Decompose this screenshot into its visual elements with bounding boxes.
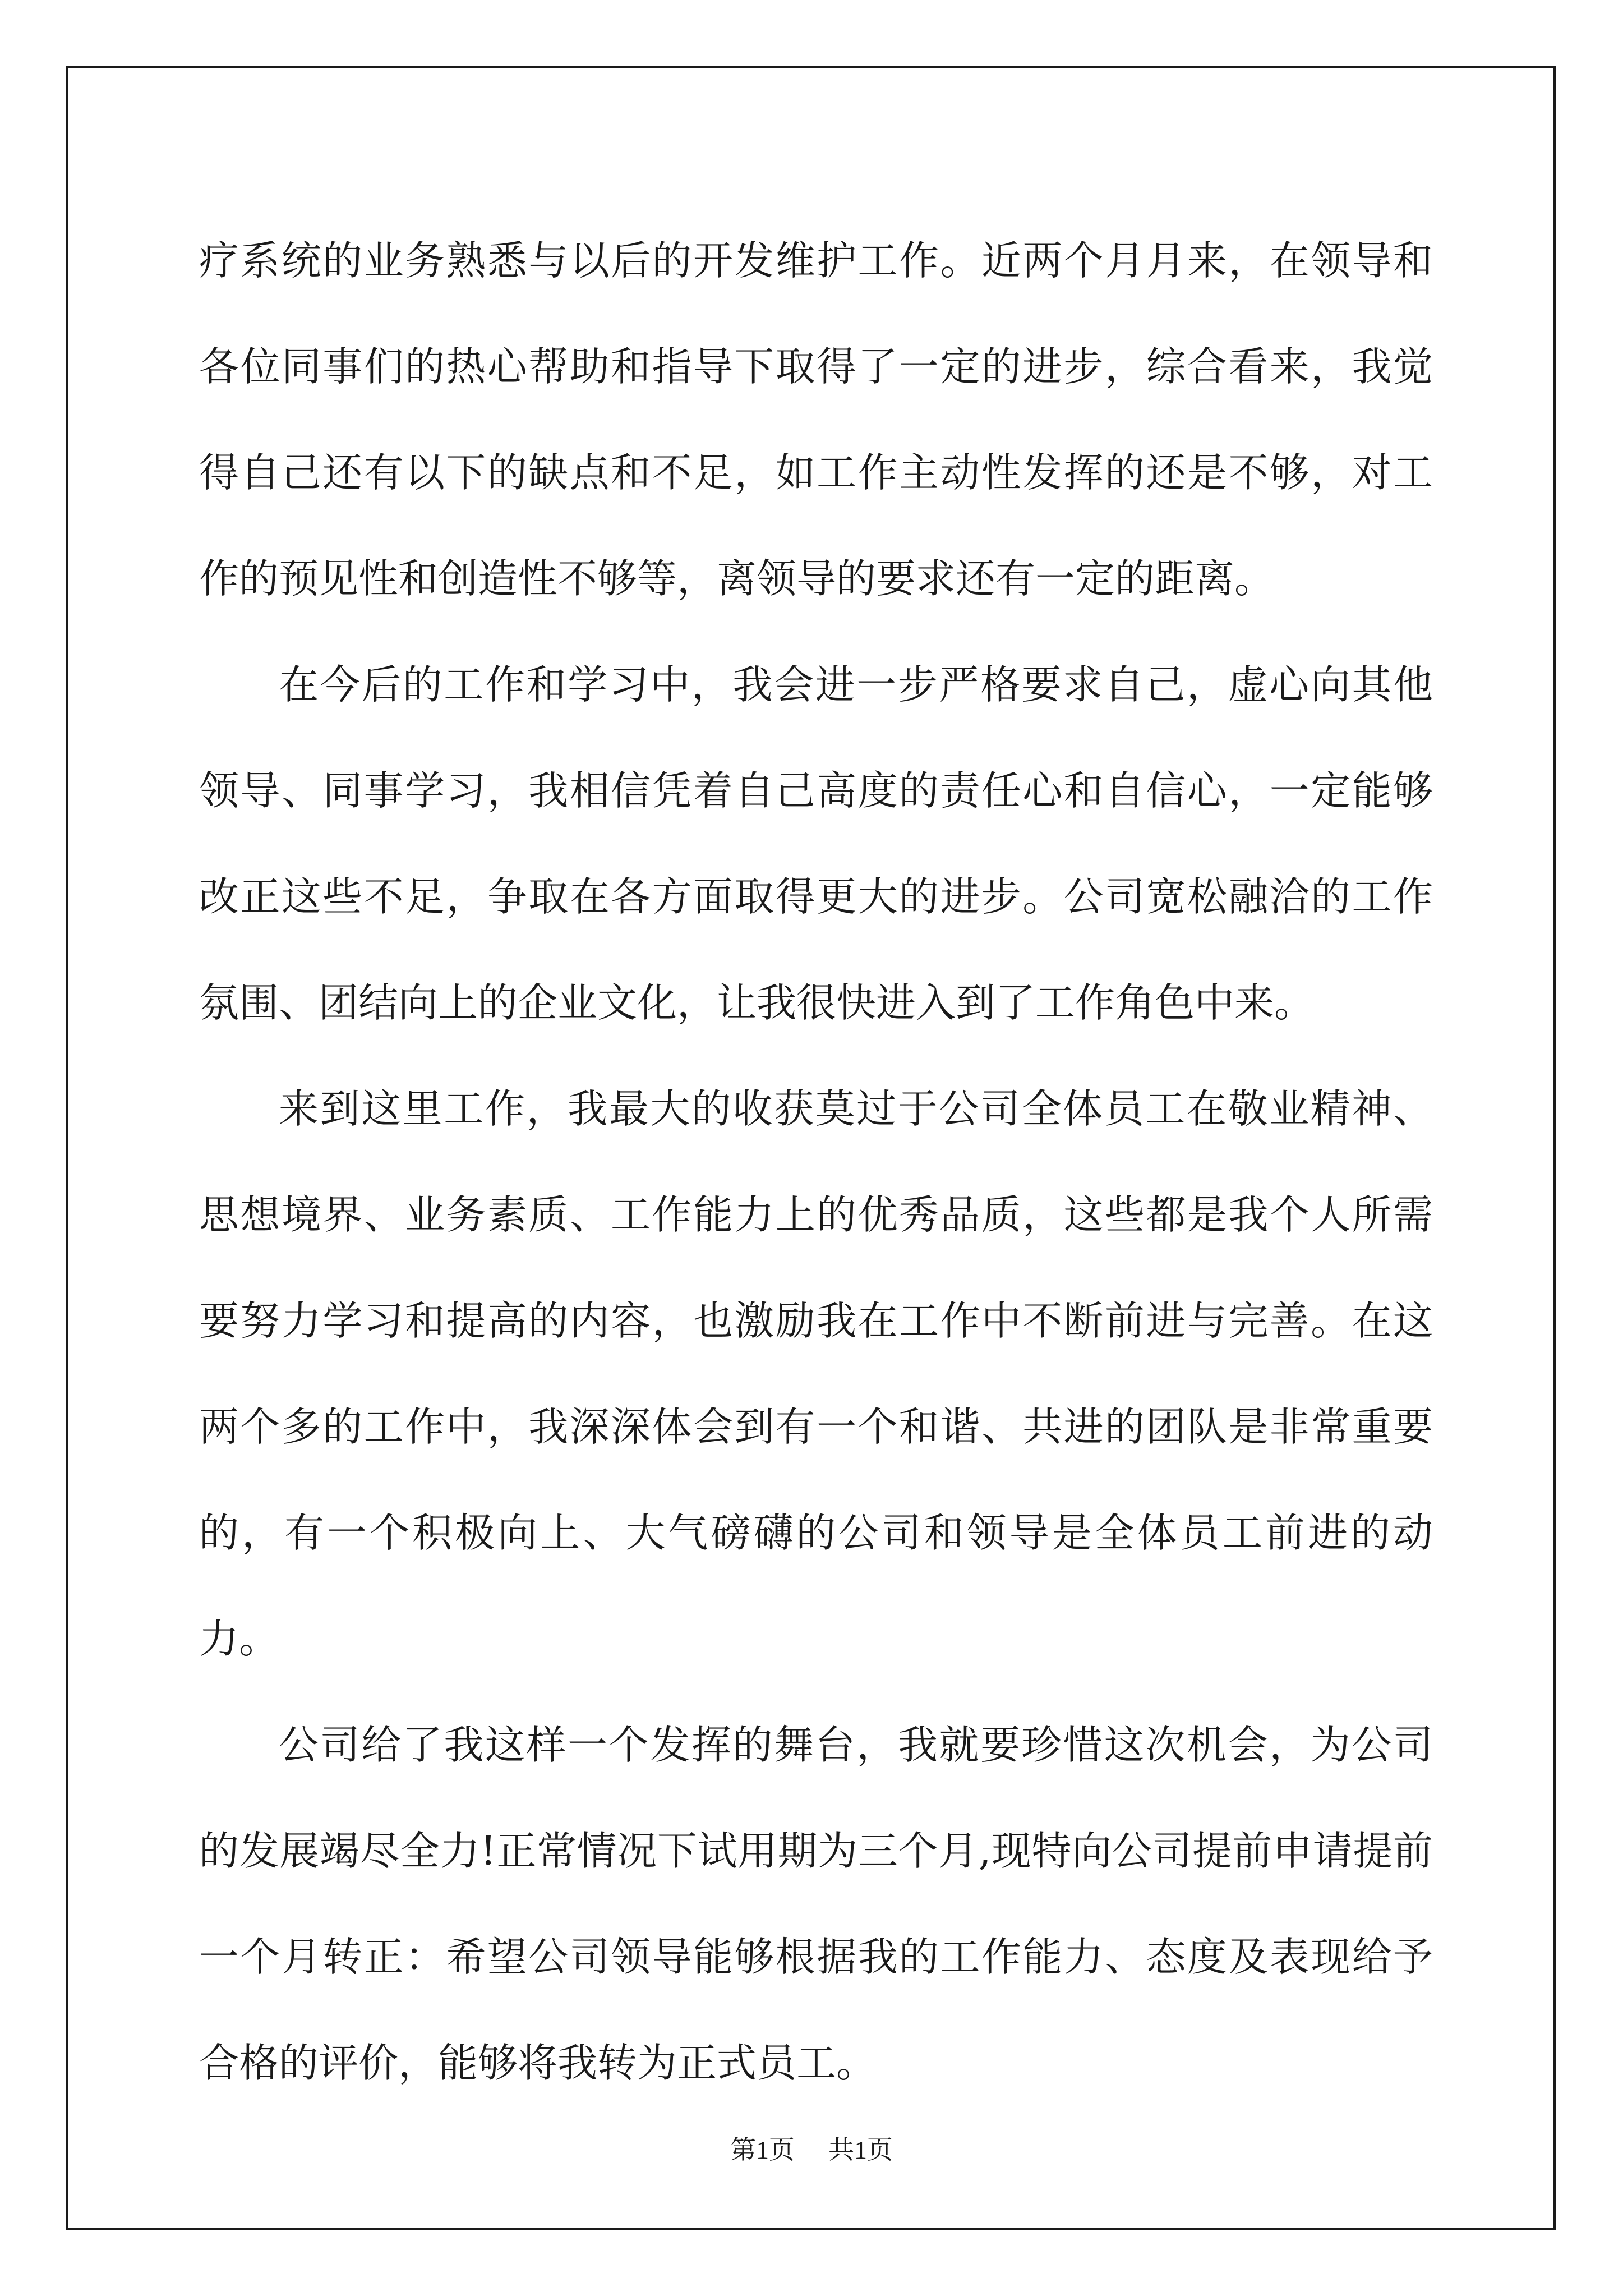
paragraph-1: 疗系统的业务熟悉与以后的开发维护工作。近两个月月来，在领导和各位同事们的热心帮助和指导下取得了一定的进步，综合看来，我觉得自己还有以下的缺点和不足，如工作主动性发挥的还是不够，对工作的预见性和创造性不够等，离领导的要求还有一定的距离。 — [199, 237, 1433, 602]
document-body — [199, 208, 1433, 2116]
page-total: 共1页 — [828, 2136, 893, 2164]
paragraph-3: 来到这里工作，我最大的收获莫过于公司全体员工在敬业精神、思想境界、业务素质、工作能力上的优秀品质，这些都是我个人所需要努力学习和提高的内容，也激励我在工作中不断前进与完善。在这两个多的工作中，我深深体会到有一个和谐、共进的团队是非常重要的，有一个积极向上、大气磅礴的公司和领导是全体员工前进的动力。 — [199, 1085, 1433, 1662]
paragraph-4: 公司给了我这样一个发挥的舞台，我就要珍惜这次机会，为公司的发展竭尽全力!正常情况下试用期为三个月,现特向公司提前申请提前一个月转正：希望公司领导能够根据我的工作能力、态度及表现给予合格的评价，能够将我转为正式员工。 — [199, 1722, 1433, 2086]
page-number: 第1页 — [730, 2136, 795, 2164]
paragraph-2: 在今后的工作和学习中，我会进一步严格要求自己，虚心向其他领导、同事学习，我相信凭着自己高度的责任心和自信心，一定能够改正这些不足，争取在各方面取得更大的进步。公司宽松融洽的工作氛围、团结向上的企业文化，让我很快进入到了工作角色中来。 — [199, 661, 1433, 1026]
page-footer — [0, 2133, 1623, 2167]
